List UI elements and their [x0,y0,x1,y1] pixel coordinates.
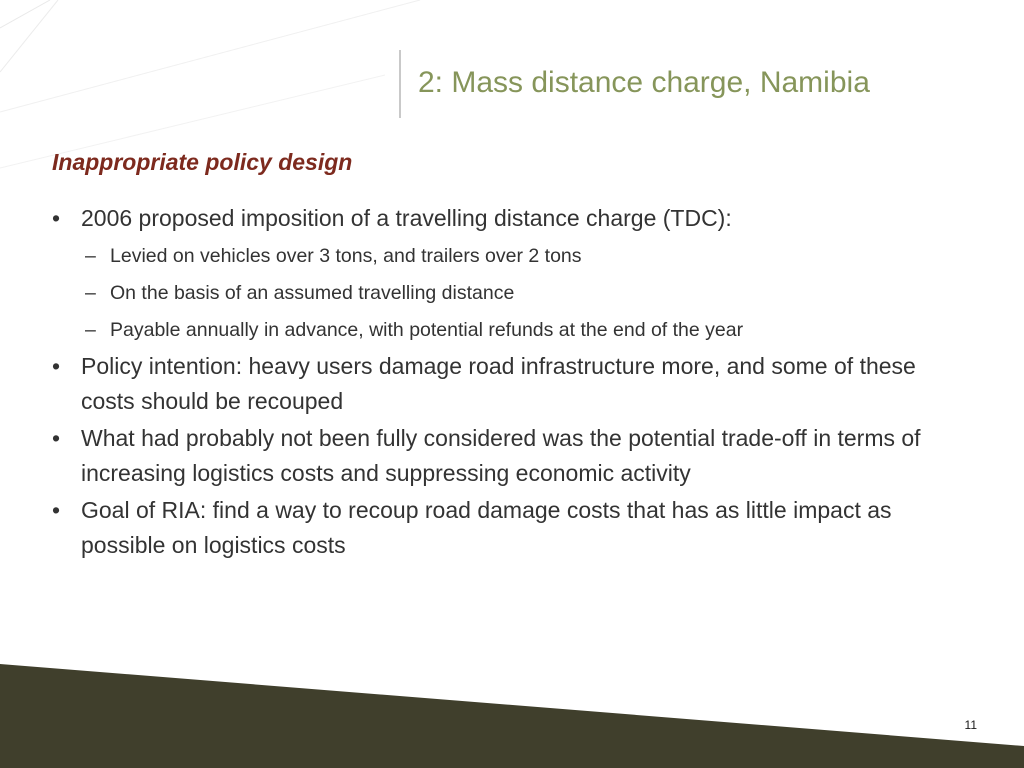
bullet-dot-icon: • [52,353,61,379]
sub-bullet-text: Levied on vehicles over 3 tons, and trailers over 2 tons [110,245,582,267]
bullet-dot-icon: • [52,205,61,231]
bullet-dot-icon: • [52,497,61,523]
section-subtitle: Inappropriate policy design [52,149,353,175]
slide-title: 2: Mass distance charge, Namibia [418,66,870,99]
bullet-text: 2006 proposed imposition of a travelling distance charge (TDC): [81,205,732,231]
page-number: 11 [964,718,977,732]
dash-icon: – [85,319,96,341]
bullet-text: Goal of RIA: find a way to recoup road damage costs that has as little impact as possible on logistics costs [81,497,892,558]
bullet-text: What had probably not been fully considered was the potential trade-off in terms of increasing logistics costs and suppressing economic activity [81,425,921,486]
dash-icon: – [85,282,96,304]
bullet-dot-icon: • [52,425,61,451]
dash-icon: – [85,245,96,267]
sub-bullet-text: Payable annually in advance, with potential refunds at the end of the year [110,319,744,341]
sub-bullet-text: On the basis of an assumed travelling distance [110,282,515,304]
bullet-text: Policy intention: heavy users damage road infrastructure more, and some of these costs should be recouped [81,353,916,414]
